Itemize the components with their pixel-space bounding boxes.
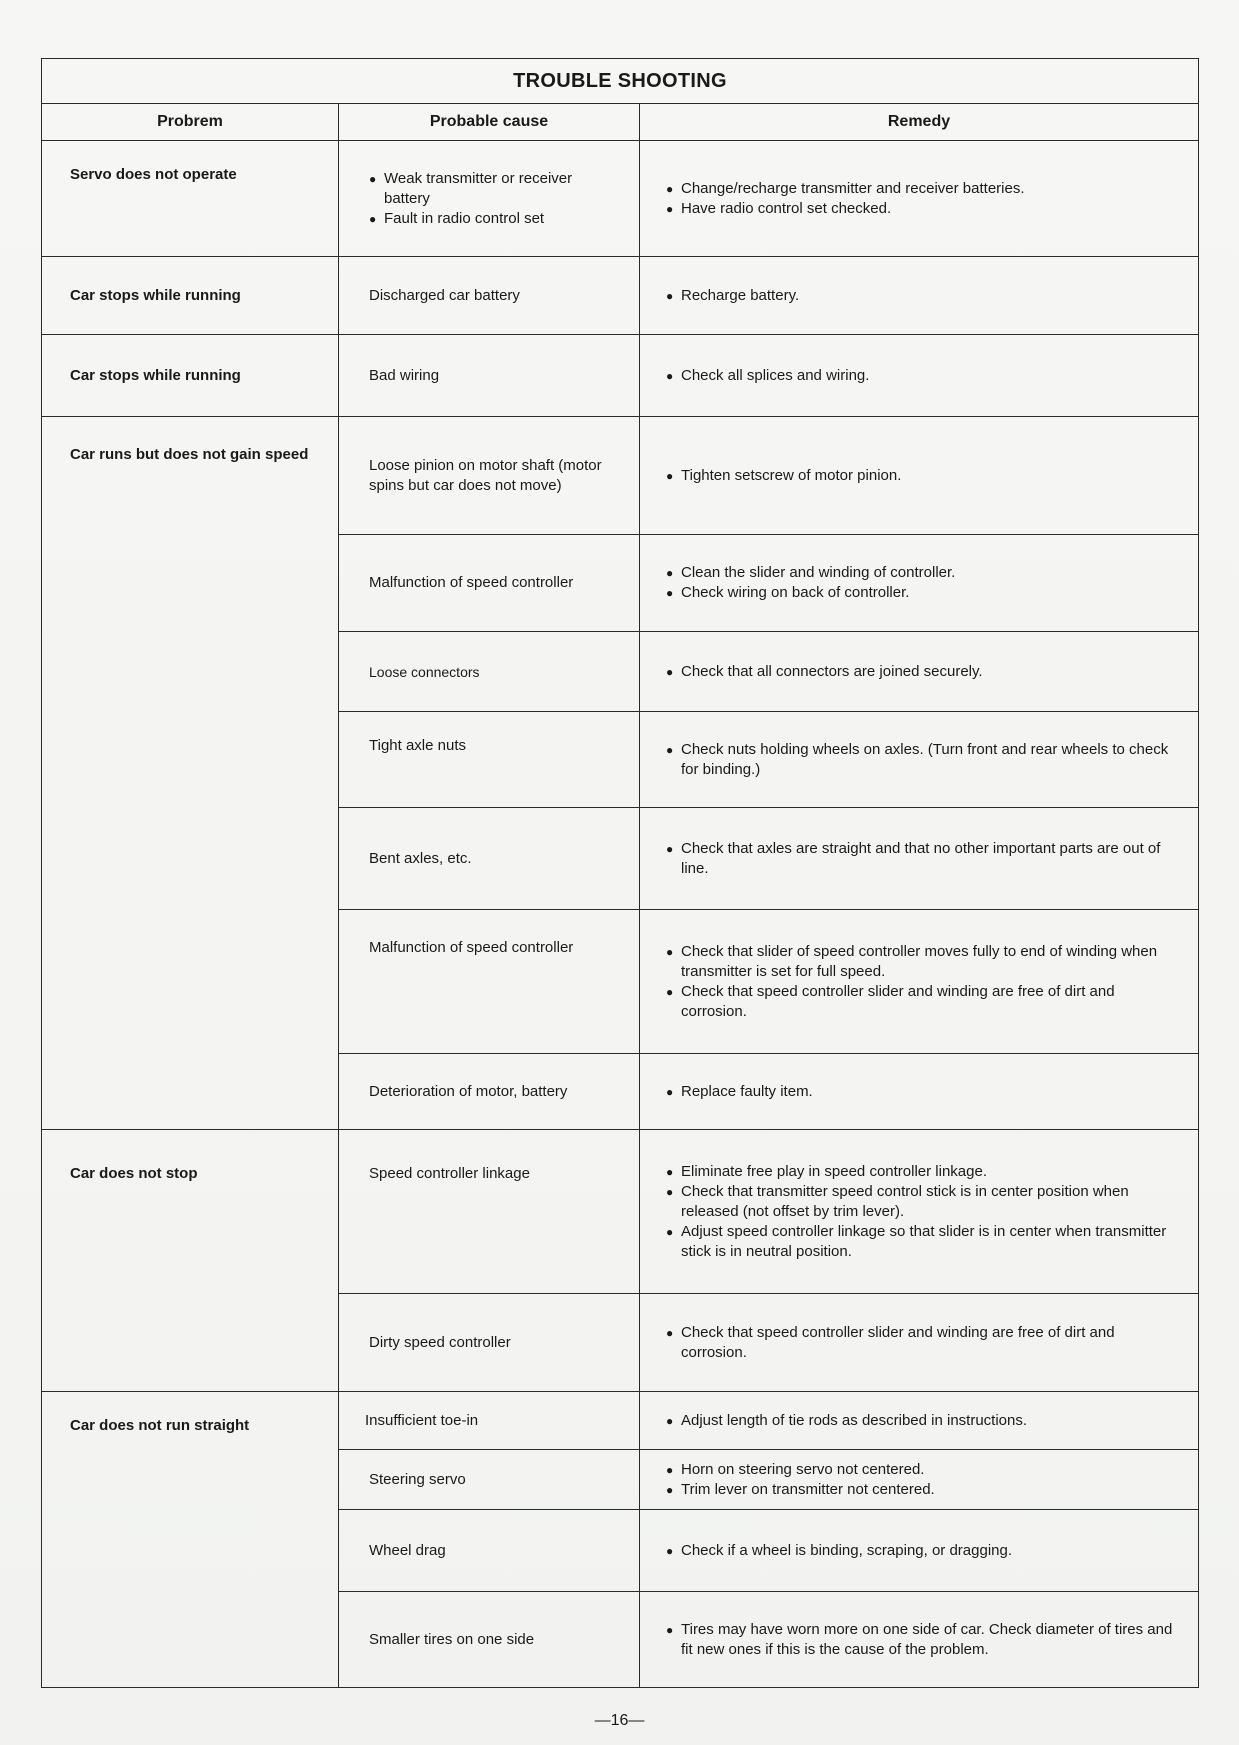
- cause-cell: Speed controller linkage: [339, 1130, 640, 1294]
- problem-cell: [42, 1392, 339, 1688]
- trouble-shooting-table: [41, 58, 1199, 1688]
- remedy-list: [666, 1082, 1176, 1102]
- remedy-cell: [640, 1450, 1199, 1510]
- remedy-item: ● Change/recharge transmitter and receiver batteries.: [666, 179, 1176, 199]
- remedy-cell: [640, 417, 1199, 535]
- remedy-item: ● Have radio control set checked.: [666, 199, 1176, 219]
- cause-cell: Loose pinion on motor shaft (motor spins but car does not move): [339, 417, 640, 535]
- cause-cell: Malfunction of speed controller: [339, 535, 640, 632]
- remedy-cell: [640, 910, 1199, 1054]
- remedy-item: ● Check nuts holding wheels on axles. (Turn front and rear wheels to check for binding.): [666, 740, 1176, 780]
- remedy-list: [666, 1323, 1176, 1363]
- cause-cell: Loose connectors: [339, 632, 640, 712]
- problem-text: Car stops while running: [70, 366, 241, 384]
- remedy-item: ● Horn on steering servo not centered.: [666, 1460, 1176, 1480]
- remedy-list: [666, 662, 1176, 682]
- remedy-item: ● Tighten setscrew of motor pinion.: [666, 466, 1176, 486]
- cause-cell: Insufficient toe-in: [339, 1392, 640, 1450]
- remedy-cell: [640, 535, 1199, 632]
- remedy-item: ● Adjust length of tie rods as described in instructions.: [666, 1411, 1176, 1431]
- remedy-cell: [640, 335, 1199, 417]
- table-title: TROUBLE SHOOTING: [42, 59, 1199, 104]
- remedy-list: [666, 1460, 1176, 1500]
- remedy-item: ● Check all splices and wiring.: [666, 366, 1176, 386]
- remedy-list: [666, 466, 1176, 486]
- remedy-item: ● Recharge battery.: [666, 286, 1176, 306]
- remedy-cell: [640, 1054, 1199, 1130]
- cause-cell: Bent axles, etc.: [339, 808, 640, 910]
- problem-cell: [42, 417, 339, 1130]
- cause-item: ● Weak transmitter or receiver battery: [369, 169, 619, 209]
- cause-cell: Deterioration of motor, battery: [339, 1054, 640, 1130]
- remedy-item: ● Check that all connectors are joined securely.: [666, 662, 1176, 682]
- page-number: —16—: [594, 1712, 645, 1729]
- table-row: [42, 335, 1199, 417]
- header-remedy: Remedy: [640, 104, 1199, 141]
- remedy-item: ● Check wiring on back of controller.: [666, 583, 1176, 603]
- remedy-cell: [640, 712, 1199, 808]
- cause-cell: Dirty speed controller: [339, 1294, 640, 1392]
- remedy-item: ● Trim lever on transmitter not centered.: [666, 1480, 1176, 1500]
- remedy-list: [666, 1411, 1176, 1431]
- remedy-cell: [640, 632, 1199, 712]
- remedy-item: ● Check that axles are straight and that no other important parts are out of line.: [666, 839, 1176, 879]
- remedy-list: [666, 1162, 1176, 1262]
- remedy-item: ● Tires may have worn more on one side of car. Check diameter of tires and fit new ones if this is the cause of the problem.: [666, 1620, 1176, 1660]
- cause-cell: Wheel drag: [339, 1510, 640, 1592]
- problem-text: Car does not stop: [70, 1165, 198, 1182]
- problem-cell: [42, 1130, 339, 1392]
- problem-text: Car runs but does not gain speed: [70, 446, 309, 463]
- remedy-list: [666, 740, 1176, 780]
- remedy-list: [666, 942, 1176, 1022]
- remedy-cell: [640, 1392, 1199, 1450]
- remedy-list: [666, 1620, 1176, 1660]
- problem-text: Car stops while running: [70, 286, 241, 304]
- remedy-cell: [640, 1592, 1199, 1688]
- remedy-item: ● Eliminate free play in speed controller linkage.: [666, 1162, 1176, 1182]
- remedy-item: ● Replace faulty item.: [666, 1082, 1176, 1102]
- remedy-list: [666, 563, 1176, 603]
- remedy-list: [666, 839, 1176, 879]
- remedy-cell: [640, 1130, 1199, 1294]
- remedy-item: ● Adjust speed controller linkage so that slider is in center when transmitter stick is in neutral position.: [666, 1222, 1176, 1262]
- problem-cell: [42, 335, 339, 417]
- problem-text: Servo does not operate: [70, 166, 237, 183]
- remedy-item: ● Clean the slider and winding of controller.: [666, 563, 1176, 583]
- remedy-list: [666, 179, 1176, 219]
- remedy-item: ● Check that speed controller slider and winding are free of dirt and corrosion.: [666, 1323, 1176, 1363]
- remedy-cell: [640, 808, 1199, 910]
- cause-cell: Discharged car battery: [339, 257, 640, 335]
- cause-cell: Smaller tires on one side: [339, 1592, 640, 1688]
- remedy-item: ● Check that speed controller slider and winding are free of dirt and corrosion.: [666, 982, 1176, 1022]
- remedy-cell: [640, 1510, 1199, 1592]
- problem-cell: [42, 141, 339, 257]
- problem-cell: [42, 257, 339, 335]
- table-row: [42, 1392, 1199, 1450]
- cause-cell: Malfunction of speed controller: [339, 910, 640, 1054]
- table-row: [42, 1130, 1199, 1294]
- remedy-item: ● Check that transmitter speed control stick is in center position when released (not offset by trim lever).: [666, 1182, 1176, 1222]
- table-row: [42, 141, 1199, 257]
- cause-cell: Steering servo: [339, 1450, 640, 1510]
- remedy-list: [666, 1541, 1176, 1561]
- table-row: [42, 417, 1199, 535]
- remedy-item: ● Check if a wheel is binding, scraping, or dragging.: [666, 1541, 1176, 1561]
- problem-text: Car does not run straight: [70, 1417, 250, 1434]
- header-problem: Probrem: [42, 104, 339, 141]
- remedy-list: [666, 366, 1176, 386]
- remedy-cell: [640, 141, 1199, 257]
- remedy-list: [666, 286, 1176, 306]
- remedy-item: ● Check that slider of speed controller moves fully to end of winding when transmitter is set for full speed.: [666, 942, 1176, 982]
- table-row: [42, 257, 1199, 335]
- remedy-cell: [640, 257, 1199, 335]
- cause-item: ● Fault in radio control set: [369, 209, 619, 229]
- header-cause: Probable cause: [339, 104, 640, 141]
- remedy-cell: [640, 1294, 1199, 1392]
- cause-list: [369, 169, 619, 229]
- cause-cell: [339, 141, 640, 257]
- cause-cell: Bad wiring: [339, 335, 640, 417]
- cause-cell: Tight axle nuts: [339, 712, 640, 808]
